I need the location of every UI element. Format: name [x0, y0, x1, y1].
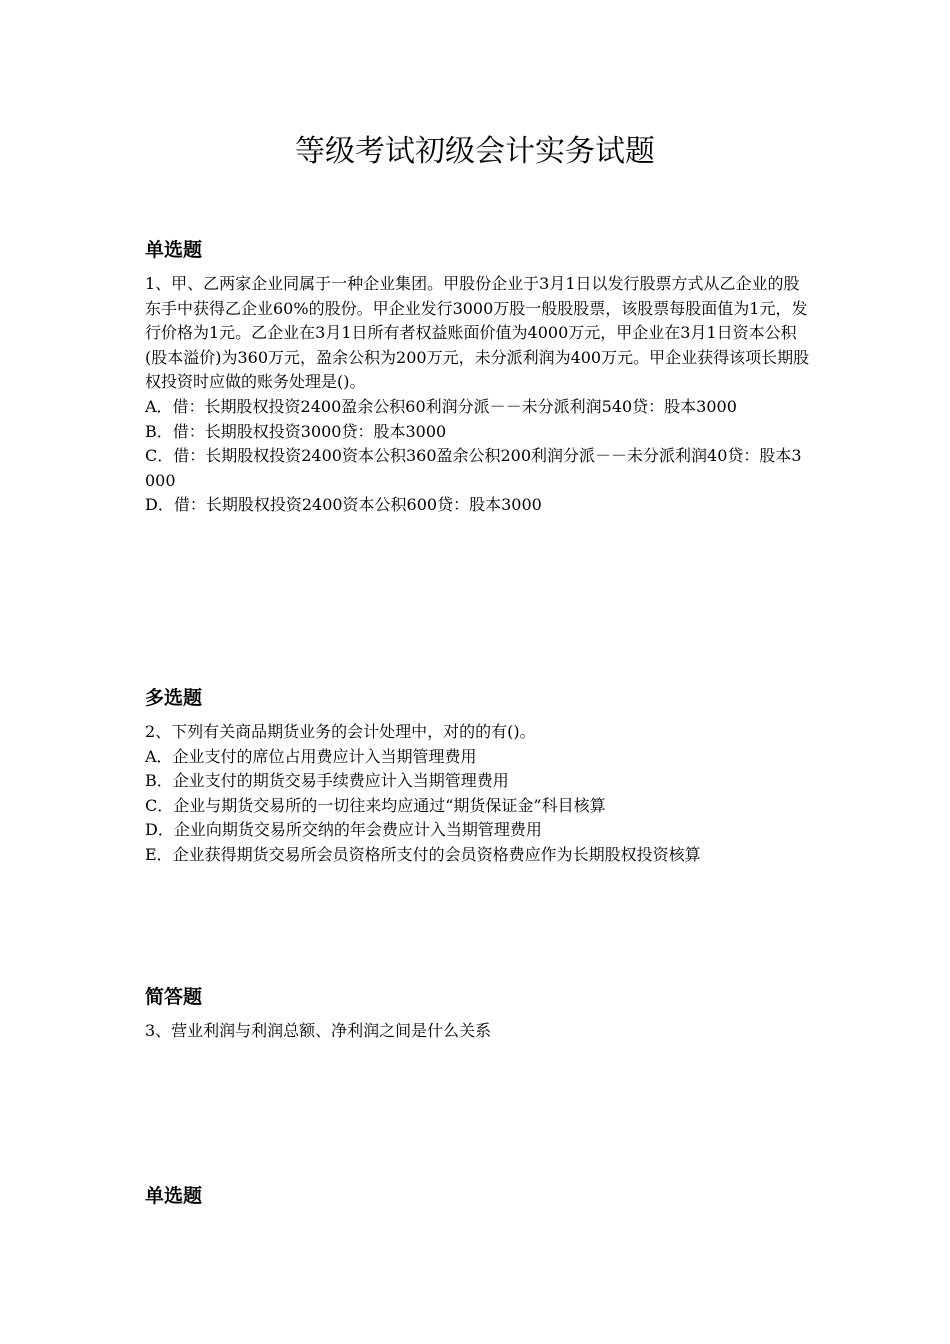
option-d: D．企业向期货交易所交纳的年会费应计入当期管理费用	[145, 820, 542, 840]
option-d: D．借：长期股权投资2400资本公积600贷：股本3000	[145, 495, 542, 515]
question-section-4	[145, 1182, 810, 1218]
option-c: C．企业与期货交易所的一切往来均应通过“期货保证金”科目核算	[145, 795, 606, 815]
section-heading: 单选题	[145, 239, 203, 261]
option-a: A．企业支付的席位占用费应计入当期管理费用	[145, 746, 477, 766]
section-heading: 多选题	[145, 687, 203, 709]
question-text: 1、甲、乙两家企业同属于一种企业集团。甲股份企业于3月1日以发行股票方式从乙企业的股东手中获得乙企业60%的股份。甲企业发行3000万股一般股股票，该股票每股面值为1元，发行价格为1元。乙企业在3月1日所有者权益账面价值为4000万元，甲企业在3月1日资本公积(股本溢价)为360万元，盈余公积为200万元，未分派利润为400万元。甲企业获得该项长期股权投资时应做的账务处理是()。	[145, 274, 810, 392]
section-heading: 单选题	[145, 1185, 203, 1207]
option-a: A．借：长期股权投资2400盈余公积60利润分派－－未分派利润540贷：股本3000	[145, 396, 737, 416]
option-e: E．企业获得期货交易所会员资格所支付的会员资格费应作为长期股权投资核算	[145, 844, 701, 864]
option-list	[145, 745, 810, 868]
option-b: B．借：长期股权投资3000贷：股本3000	[145, 421, 447, 441]
option-list	[145, 395, 810, 518]
question-section-1	[145, 236, 810, 518]
section-heading: 简答题	[145, 986, 203, 1008]
option-b: B．企业支付的期货交易手续费应计入当期管理费用	[145, 771, 509, 791]
question-section-2	[145, 684, 810, 868]
question-text: 2、下列有关商品期货业务的会计处理中，对的的有()。	[145, 722, 536, 741]
page-title: 等级考试初级会计实务试题	[295, 134, 655, 169]
question-text: 3、营业利润与利润总额、净利润之间是什么关系	[145, 1021, 492, 1040]
option-c: C．借：长期股权投资2400资本公积360盈余公积200利润分派－－未分派利润40贷：股本3000	[145, 446, 802, 490]
question-section-3	[145, 983, 810, 1044]
